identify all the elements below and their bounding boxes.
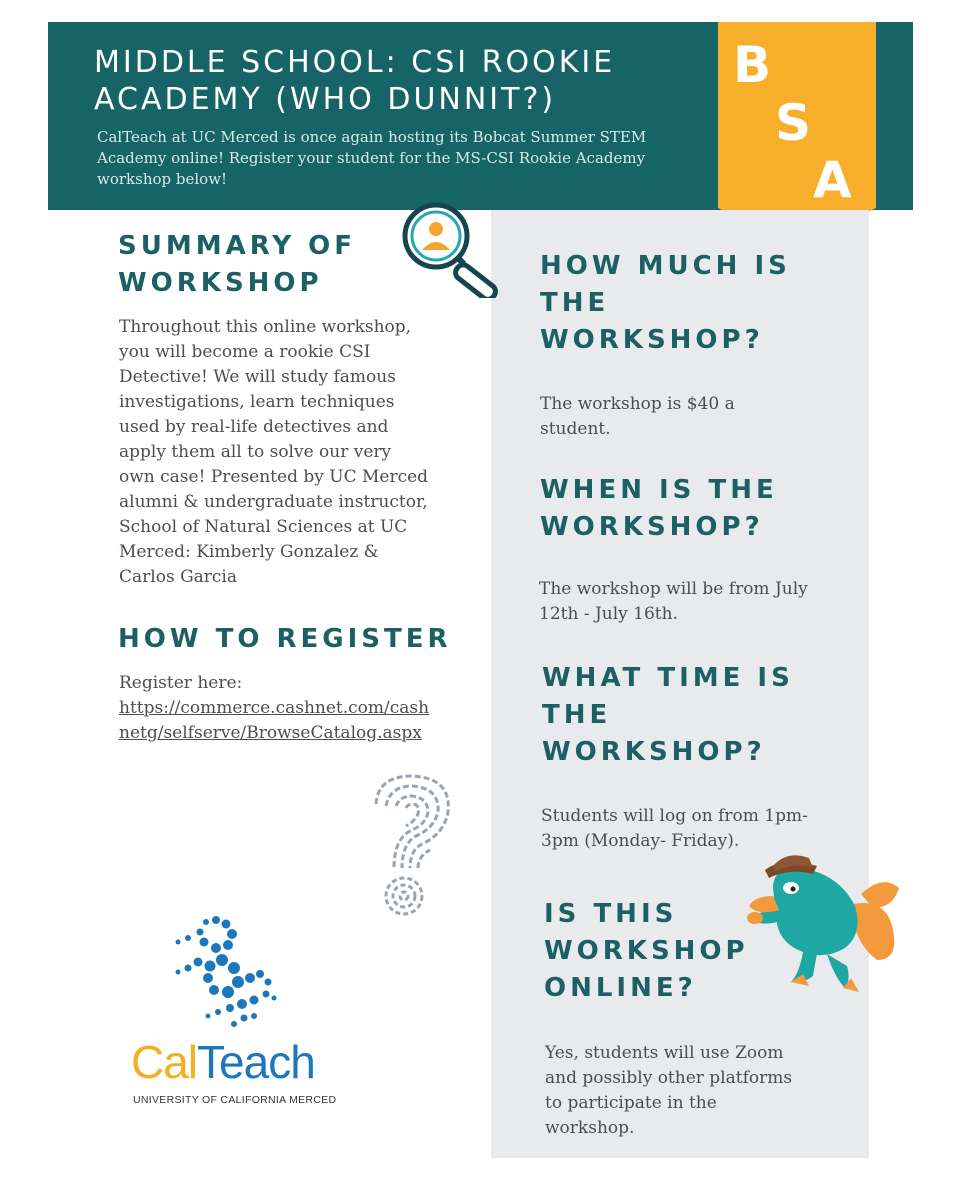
banner-letter-a: A: [813, 151, 852, 209]
calteach-molecule-icon: [168, 912, 286, 1042]
banner-letter-b: B: [733, 36, 772, 94]
when-body: The workshop will be from July 12th - July 16th.: [539, 579, 808, 624]
banner-letter-s: S: [775, 94, 812, 152]
register-intro: Register here:: [119, 673, 243, 693]
magnifier-person-icon: [398, 202, 520, 298]
online-heading: IS THIS WORKSHOP ONLINE?: [544, 899, 749, 1003]
cost-heading: HOW MUCH IS THE WORKSHOP?: [540, 251, 791, 355]
logo-word-cal: Cal: [131, 1036, 198, 1088]
when-heading: WHEN IS THE WORKSHOP?: [540, 475, 778, 542]
logo-word-teach: Teach: [197, 1036, 315, 1088]
summary-heading: SUMMARY OF WORKSHOP: [118, 231, 357, 298]
page-subtitle: CalTeach at UC Merced is once again hosting its Bobcat Summer STEM Academy online! Register your student for the MS-CSI Rookie Academy workshop below!: [97, 128, 647, 188]
logo-subtitle: UNIVERSITY OF CALIFORNIA MERCED: [133, 1094, 337, 1106]
time-body: Students will log on from 1pm- 3pm (Monday- Friday).: [541, 806, 808, 851]
page-title: MIDDLE SCHOOL: CSI ROOKIE ACADEMY (WHO DUNNIT?): [94, 45, 616, 117]
detective-platypus-icon: [743, 848, 903, 994]
fingerprint-question-icon: [368, 772, 458, 918]
register-heading: HOW TO REGISTER: [118, 624, 452, 654]
online-body: Yes, students will use Zoom and possibly other platforms to participate in the workshop.: [545, 1043, 793, 1138]
summary-body: Throughout this online workshop, you will become a rookie CSI Detective! We will study famous investigations, learn techniques used by real-life detectives and apply them all to solve our very own case! Presented by UC Merced alumni & undergraduate instructor, School of Natural Sciences at UC Merced: Kimberly Gonzalez & Carlos Garcia: [119, 317, 429, 587]
time-heading: WHAT TIME IS THE WORKSHOP?: [542, 663, 794, 767]
calteach-logo-wordmark: [131, 1032, 315, 1092]
cost-body: The workshop is $40 a student.: [540, 394, 735, 439]
register-link[interactable]: https://commerce.cashnet.com/cash netg/selfserve/BrowseCatalog.aspx: [119, 698, 430, 743]
